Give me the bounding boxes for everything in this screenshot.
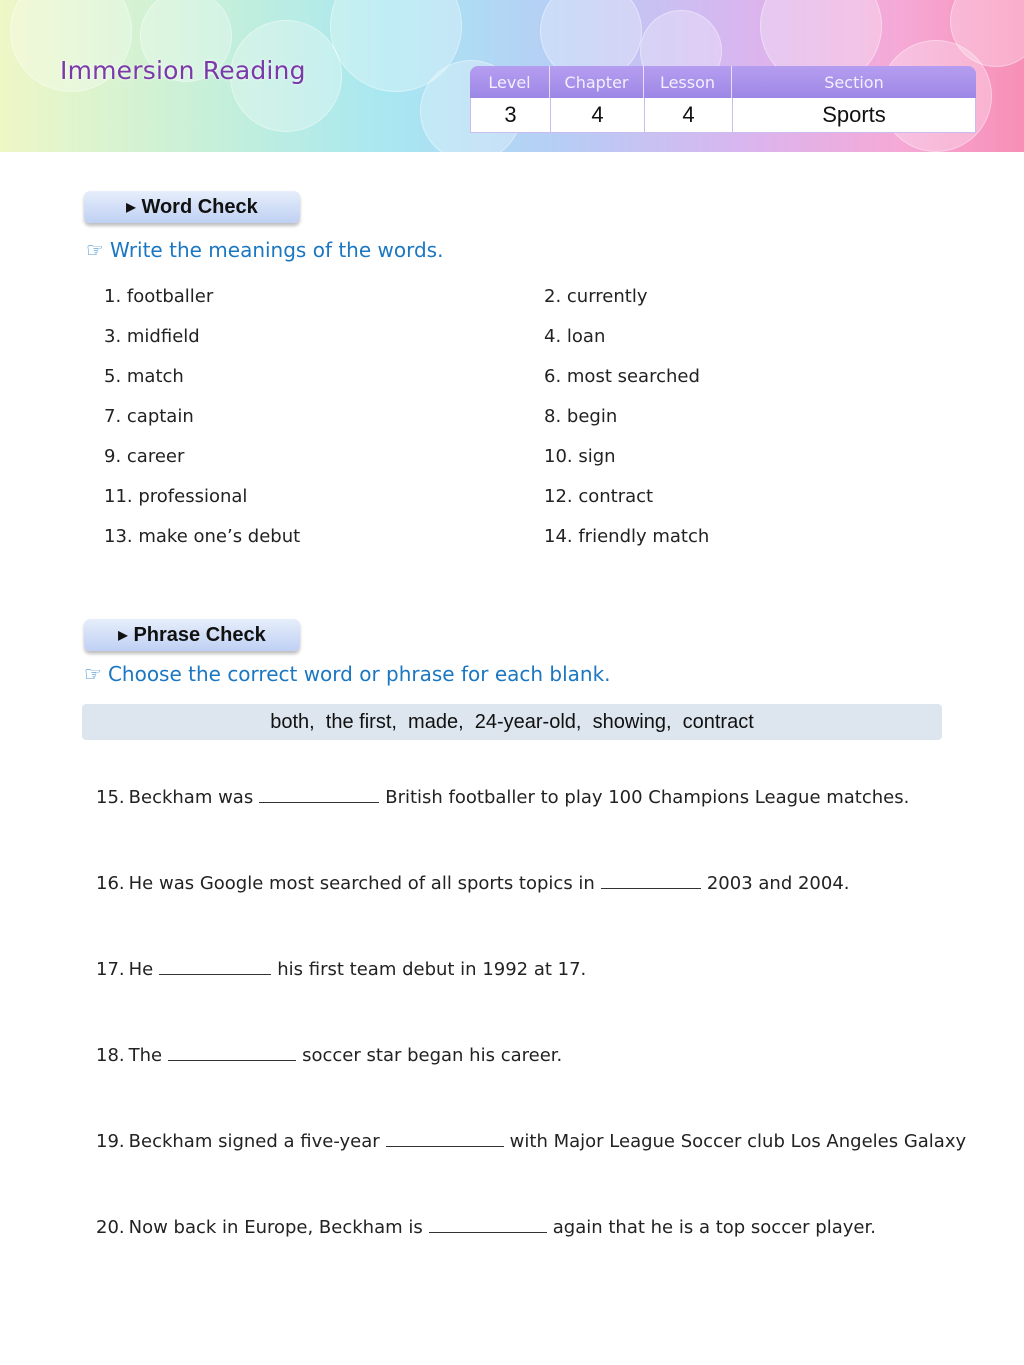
word-item: 13. make one’s debut — [104, 526, 301, 547]
question-number: 16. — [96, 873, 125, 894]
word-check-heading — [84, 191, 300, 223]
question-16 — [96, 873, 850, 894]
answer-blank[interactable] — [429, 1231, 547, 1233]
question-text-after: British footballer to play 100 Champions League matches. — [385, 787, 910, 808]
question-number: 20. — [96, 1217, 125, 1238]
answer-blank[interactable] — [168, 1059, 296, 1061]
header-banner — [0, 0, 1024, 152]
question-text-before: Beckham was — [128, 787, 254, 808]
word-item: 1. footballer — [104, 286, 214, 307]
question-text-after: his first team debut in 1992 at 17. — [277, 959, 587, 980]
word-item: 7. captain — [104, 406, 194, 427]
phrase-check-instruction-text: Choose the correct word or phrase for each blank. — [107, 662, 611, 686]
section-value: Sports — [822, 102, 886, 127]
word-item: 6. most searched — [544, 366, 700, 387]
question-number: 19. — [96, 1131, 125, 1152]
word-item: 3. midfield — [104, 326, 200, 347]
question-15 — [96, 787, 909, 808]
question-number: 17. — [96, 959, 125, 980]
question-19 — [96, 1131, 966, 1152]
question-18 — [96, 1045, 562, 1066]
question-17 — [96, 959, 586, 980]
phrase-check-heading — [84, 619, 300, 651]
word-item: 14. friendly match — [544, 526, 710, 547]
lesson-info-header — [470, 66, 976, 98]
question-text-before: The — [128, 1045, 163, 1066]
word-check-instruction-text: Write the meanings of the words. — [109, 238, 444, 262]
answer-blank[interactable] — [601, 887, 701, 889]
lesson-info-table — [470, 66, 976, 133]
word-item: 8. begin — [544, 406, 618, 427]
section-header: Section — [824, 72, 884, 92]
word-item: 10. sign — [544, 446, 616, 467]
word-check-instruction — [86, 238, 443, 262]
play-triangle-icon: ▶ — [126, 200, 136, 214]
chapter-value: 4 — [551, 98, 645, 132]
question-text-after: soccer star began his career. — [302, 1045, 563, 1066]
level-header: Level — [470, 66, 550, 98]
question-text-before: He — [128, 959, 154, 980]
word-check-label: Word Check — [141, 195, 258, 218]
word-item: 12. contract — [544, 486, 654, 507]
word-item: 5. match — [104, 366, 184, 387]
question-text-after: again that he is a top soccer player. — [552, 1217, 876, 1238]
question-text-before: He was Google most searched of all sports topics in — [128, 873, 595, 894]
question-number: 15. — [96, 787, 125, 808]
question-20 — [96, 1217, 876, 1238]
answer-blank[interactable] — [259, 801, 379, 803]
phrase-check-instruction — [84, 662, 611, 686]
question-text-after: 2003 and 2004. — [706, 873, 850, 894]
brand-title: Immersion Reading — [60, 56, 306, 85]
pointing-hand-icon: ☞ — [86, 238, 104, 262]
word-item: 4. loan — [544, 326, 606, 347]
question-number: 18. — [96, 1045, 125, 1066]
lesson-header: Lesson — [644, 66, 732, 98]
question-text-before: Now back in Europe, Beckham is — [128, 1217, 423, 1238]
word-item: 2. currently — [544, 286, 648, 307]
chapter-header: Chapter — [550, 66, 644, 98]
play-triangle-icon: ▶ — [118, 628, 128, 642]
question-text-after: with Major League Soccer club Los Angeles Galaxy — [509, 1131, 967, 1152]
question-text-before: Beckham signed a five-year — [128, 1131, 380, 1152]
level-value: 3 — [471, 98, 551, 132]
pointing-hand-icon: ☞ — [84, 662, 102, 686]
phrase-check-label: Phrase Check — [133, 623, 266, 646]
word-item: 11. professional — [104, 486, 248, 507]
answer-blank[interactable] — [386, 1145, 504, 1147]
word-item: 9. career — [104, 446, 185, 467]
lesson-info-values — [470, 98, 976, 133]
answer-blank[interactable] — [159, 973, 271, 975]
lesson-value: 4 — [645, 98, 733, 132]
word-bank: both, the first, made, 24-year-old, showing, contract — [82, 704, 942, 740]
